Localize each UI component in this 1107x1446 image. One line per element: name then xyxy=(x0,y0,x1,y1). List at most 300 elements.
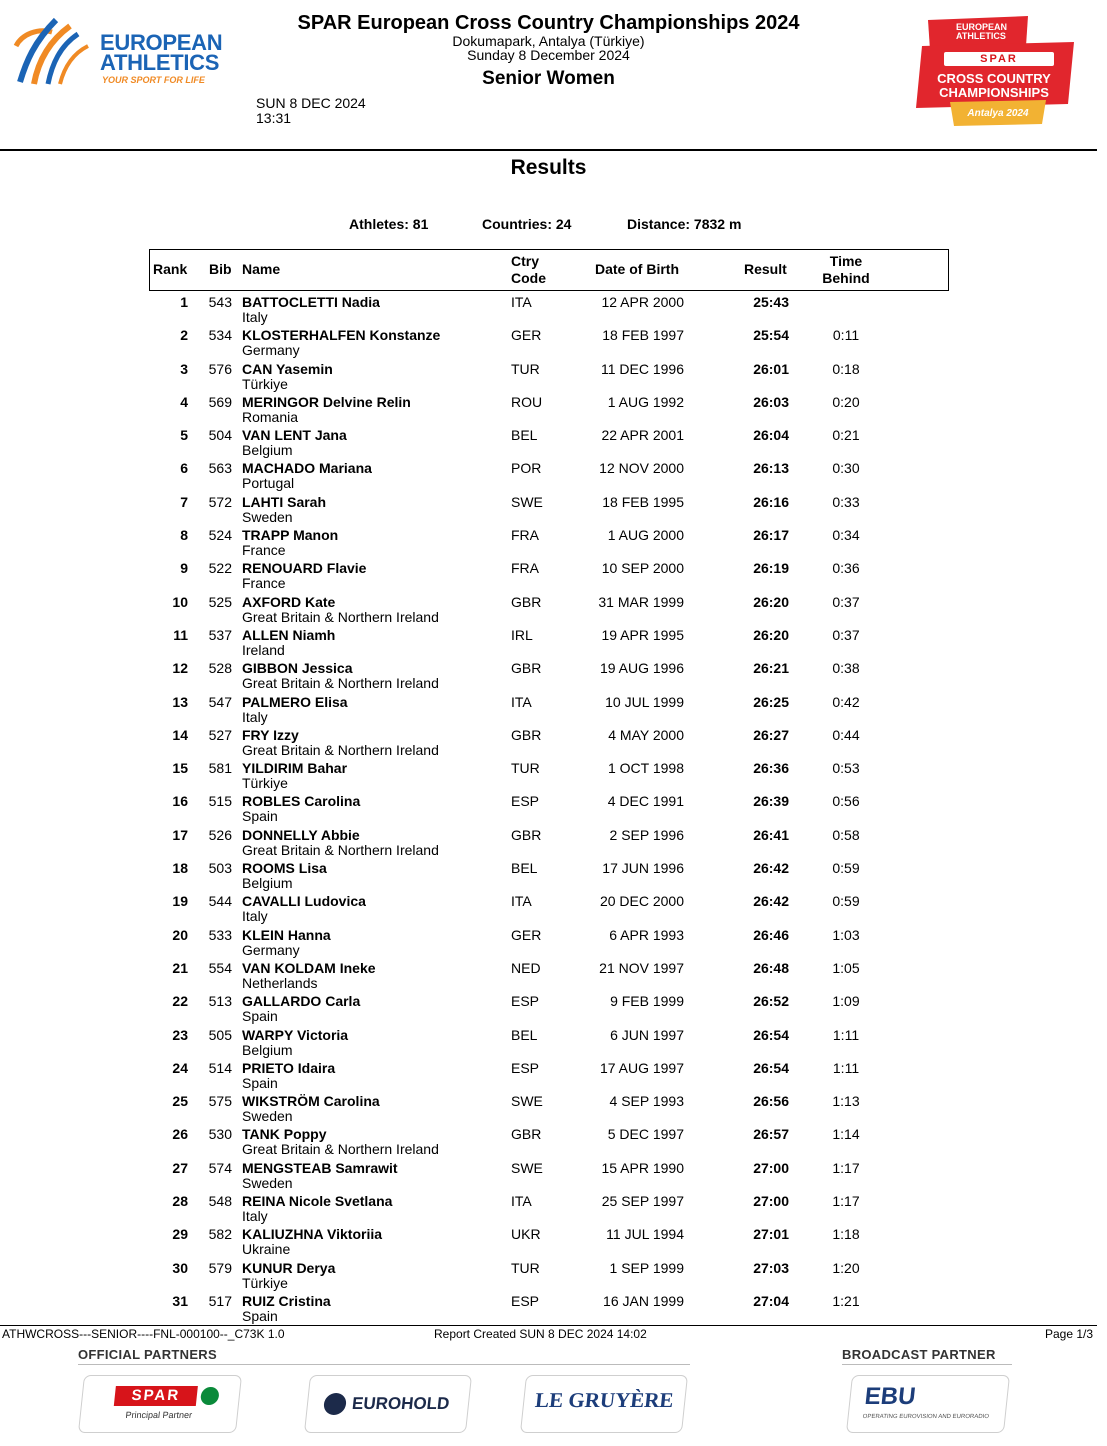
athlete-country: Great Britain & Northern Ireland xyxy=(242,608,439,625)
table-row xyxy=(150,694,948,727)
country-code: ESP xyxy=(511,993,540,1010)
bib-cell: 574 xyxy=(208,1159,232,1176)
athlete-name: TANK Poppy xyxy=(242,1126,327,1143)
col-name: Name xyxy=(242,261,281,277)
athlete-country: Italy xyxy=(242,309,268,325)
country-code: GBR xyxy=(511,726,542,743)
date-of-birth: 1 AUG 2000 xyxy=(607,527,684,544)
time-behind: 0:20 xyxy=(832,393,860,410)
results-table-body xyxy=(150,294,948,1326)
time-behind: 0:18 xyxy=(832,360,860,377)
time-behind: 1:17 xyxy=(832,1193,860,1210)
eurohold-partner-logo xyxy=(305,1376,471,1432)
time-behind: 0:38 xyxy=(832,660,860,677)
athlete-country: Netherlands xyxy=(242,974,318,991)
athlete-country: Ukraine xyxy=(242,1241,291,1258)
table-row xyxy=(150,1293,948,1326)
table-row xyxy=(150,294,948,327)
event-date: Sunday 8 December 2024 xyxy=(467,47,630,63)
spar-partner-logo xyxy=(79,1376,241,1432)
bib-cell: 534 xyxy=(208,327,232,344)
country-code: ESP xyxy=(511,793,540,810)
xc-logo-line5: Antalya 2024 xyxy=(967,108,1029,119)
date-of-birth: 15 APR 1990 xyxy=(601,1159,684,1176)
start-stamp xyxy=(256,96,366,126)
bib-cell: 528 xyxy=(208,660,232,677)
date-of-birth: 4 SEP 1993 xyxy=(609,1093,684,1110)
bib-cell: 504 xyxy=(208,427,232,444)
athlete-country: Spain xyxy=(242,1307,278,1324)
time-behind: 1:14 xyxy=(832,1126,860,1143)
time-behind: 1:17 xyxy=(832,1159,860,1176)
rank-cell: 24 xyxy=(172,1059,188,1076)
country-code: BEL xyxy=(511,427,538,444)
date-of-birth: 16 JAN 1999 xyxy=(603,1292,684,1309)
date-of-birth: 19 APR 1995 xyxy=(601,626,684,643)
athlete-name: RENOUARD Flavie xyxy=(242,560,367,577)
bib-cell: 544 xyxy=(208,893,232,910)
rank-cell: 11 xyxy=(173,626,188,643)
col-result: Result xyxy=(744,261,787,277)
time-behind: 0:11 xyxy=(832,327,860,344)
athlete-country: Portugal xyxy=(242,475,295,492)
table-row xyxy=(150,1093,948,1126)
time-behind: 0:59 xyxy=(832,860,860,877)
athlete-country: Sweden xyxy=(242,508,293,525)
country-code: BEL xyxy=(511,1026,538,1043)
bib-cell: 563 xyxy=(208,460,232,477)
rank-cell: 7 xyxy=(180,493,188,510)
result-time: 26:42 xyxy=(753,860,789,877)
xc-logo-line1: EUROPEAN xyxy=(956,22,1008,32)
date-of-birth: 4 DEC 1991 xyxy=(607,793,684,810)
broadcast-partner-label: BROADCAST PARTNER xyxy=(842,1347,996,1362)
time-behind: 0:36 xyxy=(832,560,860,577)
time-behind: 0:44 xyxy=(832,726,860,743)
country-code: TUR xyxy=(511,1259,540,1276)
ebu-partner-logo xyxy=(847,1376,1009,1432)
bib-cell: 530 xyxy=(208,1126,232,1143)
athlete-name: YILDIRIM Bahar xyxy=(242,760,348,777)
rank-cell: 31 xyxy=(172,1292,188,1309)
table-row xyxy=(150,627,948,660)
athlete-country: Türkiye xyxy=(242,1274,288,1291)
date-of-birth: 1 SEP 1999 xyxy=(609,1259,684,1276)
date-of-birth: 6 APR 1993 xyxy=(609,926,684,943)
country-code: UKR xyxy=(511,1226,541,1243)
spar-wordmark: SPAR xyxy=(114,1386,198,1406)
bib-cell: 537 xyxy=(208,626,232,643)
result-time: 26:19 xyxy=(753,560,789,577)
country-code: FRA xyxy=(511,560,539,577)
time-behind: 0:56 xyxy=(832,793,860,810)
ea-logo-line1: EUROPEAN xyxy=(100,30,223,55)
athlete-name: VAN KOLDAM Ineke xyxy=(242,959,376,976)
time-behind: 0:30 xyxy=(832,460,860,477)
athlete-name: KLEIN Hanna xyxy=(242,926,331,943)
footer-divider xyxy=(0,1325,1097,1326)
result-time: 26:54 xyxy=(753,1059,789,1076)
rank-cell: 27 xyxy=(172,1159,188,1176)
table-row xyxy=(150,560,948,593)
ea-logo-line2: ATHLETICS xyxy=(100,50,220,75)
report-created: Report Created SUN 8 DEC 2024 14:02 xyxy=(434,1327,647,1341)
date-of-birth: 20 DEC 2000 xyxy=(599,893,684,910)
result-time: 26:48 xyxy=(753,959,789,976)
athlete-country: Great Britain & Northern Ireland xyxy=(242,841,439,858)
bib-cell: 581 xyxy=(208,760,232,777)
athlete-country: Italy xyxy=(242,1208,268,1225)
bib-cell: 524 xyxy=(208,527,232,544)
date-of-birth: 17 AUG 1997 xyxy=(599,1059,684,1076)
athlete-name: MENGSTEAB Samrawit xyxy=(242,1159,398,1176)
date-of-birth: 10 SEP 2000 xyxy=(601,560,684,577)
country-code: GBR xyxy=(511,826,542,843)
time-behind: 1:11 xyxy=(832,1026,860,1043)
date-of-birth: 9 FEB 1999 xyxy=(610,993,684,1010)
result-time: 27:00 xyxy=(753,1159,789,1176)
athletes-count: Athletes: 81 xyxy=(349,216,429,232)
athlete-country: Spain xyxy=(242,1074,278,1091)
result-time: 27:00 xyxy=(753,1193,789,1210)
broadcast-partner-rule xyxy=(842,1364,1012,1365)
col-ctry-line1: Ctry xyxy=(511,253,540,269)
ebu-tagline: OPERATING EUROVISION AND EURORADIO xyxy=(862,1414,990,1420)
athlete-name: GALLARDO Carla xyxy=(242,993,361,1010)
col-time-behind-line2: Behind xyxy=(822,270,870,286)
rank-cell: 13 xyxy=(172,693,188,710)
date-of-birth: 1 AUG 1992 xyxy=(607,393,684,410)
time-behind: 1:03 xyxy=(832,926,860,943)
rank-cell: 6 xyxy=(180,460,188,477)
time-behind: 1:13 xyxy=(832,1093,860,1110)
col-date-of-birth: Date of Birth xyxy=(595,261,679,277)
col-time-behind-line1: Time xyxy=(829,253,863,269)
table-row xyxy=(150,327,948,360)
country-code: GER xyxy=(511,926,542,943)
athlete-name: ROBLES Carolina xyxy=(242,793,361,810)
stamp-date: SUN 8 DEC 2024 xyxy=(256,95,366,111)
athlete-country: Belgium xyxy=(242,1041,293,1058)
bib-cell: 576 xyxy=(208,360,232,377)
bib-cell: 505 xyxy=(208,1026,232,1043)
time-behind: 0:42 xyxy=(832,693,860,710)
athlete-country: Türkiye xyxy=(242,375,288,392)
rank-cell: 16 xyxy=(172,793,188,810)
result-time: 26:17 xyxy=(753,527,789,544)
athlete-country: Great Britain & Northern Ireland xyxy=(242,675,439,692)
athlete-country: Italy xyxy=(242,908,268,925)
athlete-name: LAHTI Sarah xyxy=(242,493,327,510)
athlete-country: Germany xyxy=(242,342,300,359)
time-behind: 1:05 xyxy=(832,959,860,976)
country-code: ITA xyxy=(511,693,532,710)
xc-logo-spar: SPAR xyxy=(980,53,1018,65)
country-code: ROU xyxy=(511,393,543,410)
table-row xyxy=(150,394,948,427)
date-of-birth: 1 OCT 1998 xyxy=(607,760,684,777)
athlete-name: ALLEN Niamh xyxy=(242,626,336,643)
table-row xyxy=(150,993,948,1026)
athlete-name: MACHADO Mariana xyxy=(242,460,372,477)
athlete-name: WIKSTRÖM Carolina xyxy=(242,1093,380,1110)
rank-cell: 28 xyxy=(172,1193,188,1210)
bib-cell: 533 xyxy=(208,926,232,943)
result-time: 25:54 xyxy=(753,327,789,344)
bib-cell: 513 xyxy=(208,993,232,1010)
athlete-name: CAN Yasemin xyxy=(242,360,333,377)
championship-title: SPAR European Cross Country Championships 2024 xyxy=(297,12,800,34)
date-of-birth: 6 JUN 1997 xyxy=(610,1026,684,1043)
date-of-birth: 31 MAR 1999 xyxy=(598,593,684,610)
country-code: ESP xyxy=(511,1059,540,1076)
xc-logo-line3: CROSS COUNTRY xyxy=(937,71,1051,86)
time-behind: 0:53 xyxy=(832,760,860,777)
result-time: 26:36 xyxy=(753,760,789,777)
spar-principal-partner: Principal Partner xyxy=(125,1410,193,1420)
result-time: 26:25 xyxy=(753,693,789,710)
page-number: Page 1/3 xyxy=(1045,1327,1094,1341)
rank-cell: 30 xyxy=(172,1259,188,1276)
date-of-birth: 18 FEB 1995 xyxy=(602,493,684,510)
rank-cell: 9 xyxy=(180,560,188,577)
athlete-name: MERINGOR Delvine Relin xyxy=(242,393,411,410)
header-divider xyxy=(0,149,1097,151)
table-row xyxy=(150,793,948,826)
bib-cell: 522 xyxy=(208,560,232,577)
rank-cell: 4 xyxy=(180,393,188,410)
table-row xyxy=(150,1160,948,1193)
rank-cell: 15 xyxy=(172,760,188,777)
table-row xyxy=(150,1126,948,1159)
country-code: ITA xyxy=(511,294,532,310)
bib-cell: 525 xyxy=(208,593,232,610)
result-time: 26:57 xyxy=(753,1126,789,1143)
bib-cell: 527 xyxy=(208,726,232,743)
country-code: TUR xyxy=(511,760,540,777)
country-code: BEL xyxy=(511,860,538,877)
country-code: GBR xyxy=(511,660,542,677)
athlete-name: BATTOCLETTI Nadia xyxy=(242,294,380,310)
date-of-birth: 25 SEP 1997 xyxy=(601,1193,684,1210)
athlete-country: Germany xyxy=(242,941,300,958)
date-of-birth: 21 NOV 1997 xyxy=(599,959,684,976)
result-time: 26:04 xyxy=(753,427,789,444)
bib-cell: 515 xyxy=(208,793,232,810)
time-behind: 0:37 xyxy=(832,593,860,610)
date-of-birth: 11 DEC 1996 xyxy=(600,360,684,377)
result-time: 26:46 xyxy=(753,926,789,943)
result-time: 26:39 xyxy=(753,793,789,810)
official-partners-rule xyxy=(78,1364,690,1365)
event-name: Senior Women xyxy=(482,68,615,89)
time-behind: 1:20 xyxy=(832,1259,860,1276)
result-time: 26:01 xyxy=(753,360,789,377)
rank-cell: 23 xyxy=(172,1026,188,1043)
result-time: 26:42 xyxy=(753,893,789,910)
date-of-birth: 4 MAY 2000 xyxy=(608,726,684,743)
country-code: IRL xyxy=(511,626,533,643)
athlete-name: KLOSTERHALFEN Konstanze xyxy=(242,327,441,344)
rank-cell: 20 xyxy=(172,926,188,943)
rank-cell: 5 xyxy=(180,427,188,444)
athlete-name: PALMERO Elisa xyxy=(242,693,348,710)
athlete-name: AXFORD Kate xyxy=(242,593,336,610)
date-of-birth: 12 NOV 2000 xyxy=(599,460,684,477)
athlete-country: Sweden xyxy=(242,1174,293,1191)
date-of-birth: 17 JUN 1996 xyxy=(602,860,684,877)
time-behind: 1:11 xyxy=(832,1059,860,1076)
bib-cell: 548 xyxy=(208,1193,232,1210)
bib-cell: 503 xyxy=(208,860,232,877)
athlete-country: Belgium xyxy=(242,442,293,459)
rank-cell: 29 xyxy=(172,1226,188,1243)
athlete-country: Spain xyxy=(242,808,278,825)
table-row xyxy=(150,494,948,527)
table-row xyxy=(150,827,948,860)
table-row xyxy=(150,927,948,960)
le-gruyere-partner-logo xyxy=(521,1376,687,1432)
date-of-birth: 12 APR 2000 xyxy=(601,294,684,310)
athlete-name: PRIETO Idaira xyxy=(242,1059,336,1076)
result-time: 26:54 xyxy=(753,1026,789,1043)
bib-cell: 572 xyxy=(208,493,232,510)
official-partners-label: OFFICIAL PARTNERS xyxy=(78,1347,217,1362)
rank-cell: 22 xyxy=(172,993,188,1010)
rank-cell: 18 xyxy=(172,860,188,877)
table-row xyxy=(150,1060,948,1093)
athlete-country: Spain xyxy=(242,1008,278,1025)
venue: Dokumapark, Antalya (Türkiye) xyxy=(452,33,645,49)
athlete-country: Italy xyxy=(242,708,268,725)
eurohold-emblem-icon xyxy=(323,1393,347,1415)
bib-cell: 543 xyxy=(208,294,232,310)
athlete-country: Türkiye xyxy=(242,775,288,792)
distance: Distance: 7832 m xyxy=(627,216,742,232)
table-row xyxy=(150,893,948,926)
col-bib: Bib xyxy=(209,261,232,277)
countries-count: Countries: 24 xyxy=(482,216,572,232)
bib-cell: 582 xyxy=(208,1226,232,1243)
athlete-country: Romania xyxy=(242,408,299,425)
bib-cell: 526 xyxy=(208,826,232,843)
time-behind: 0:33 xyxy=(832,493,860,510)
time-behind: 1:18 xyxy=(832,1226,860,1243)
rank-cell: 14 xyxy=(172,726,188,743)
athlete-name: KUNUR Derya xyxy=(242,1259,336,1276)
date-of-birth: 2 SEP 1996 xyxy=(609,826,684,843)
athlete-name: FRY Izzy xyxy=(242,726,299,743)
document-code: ATHWCROSS---SENIOR----FNL-000100--_C73K 1.0 xyxy=(2,1327,285,1341)
athlete-name: ROOMS Lisa xyxy=(242,860,327,877)
date-of-birth: 5 DEC 1997 xyxy=(607,1126,684,1143)
result-time: 25:43 xyxy=(753,294,789,310)
time-behind: 0:58 xyxy=(832,826,860,843)
athlete-country: Sweden xyxy=(242,1108,293,1125)
rank-cell: 25 xyxy=(172,1093,188,1110)
athlete-country: Belgium xyxy=(242,875,293,892)
col-ctry-line2: Code xyxy=(511,270,546,286)
table-row xyxy=(150,427,948,460)
table-row xyxy=(150,1226,948,1259)
result-time: 26:27 xyxy=(753,726,789,743)
result-time: 26:41 xyxy=(753,826,789,843)
bib-cell: 575 xyxy=(208,1093,232,1110)
stamp-time: 13:31 xyxy=(256,110,292,126)
result-time: 26:13 xyxy=(753,460,789,477)
athlete-name: VAN LENT Jana xyxy=(242,427,347,444)
date-of-birth: 18 FEB 1997 xyxy=(602,327,684,344)
time-behind: 1:21 xyxy=(832,1292,860,1309)
result-time: 26:20 xyxy=(753,626,789,643)
ea-logo-tagline: YOUR SPORT FOR LIFE xyxy=(102,75,205,85)
rank-cell: 3 xyxy=(180,360,188,377)
rank-cell: 19 xyxy=(172,893,188,910)
cross-country-championships-logo xyxy=(910,16,1078,128)
country-code: SWE xyxy=(511,493,543,510)
country-code: POR xyxy=(511,460,542,477)
country-code: ITA xyxy=(511,893,532,910)
ebu-wordmark: EBU xyxy=(863,1383,917,1410)
time-behind: 0:34 xyxy=(832,527,860,544)
athlete-name: REINA Nicole Svetlana xyxy=(242,1193,393,1210)
country-code: GBR xyxy=(511,593,542,610)
rank-cell: 8 xyxy=(180,527,188,544)
results-table-header xyxy=(149,249,949,291)
bib-cell: 579 xyxy=(208,1259,232,1276)
country-code: TUR xyxy=(511,360,540,377)
athlete-name: GIBBON Jessica xyxy=(242,660,353,677)
rank-cell: 1 xyxy=(180,294,188,310)
country-code: SWE xyxy=(511,1159,543,1176)
result-time: 26:52 xyxy=(753,993,789,1010)
col-rank: Rank xyxy=(153,261,188,277)
table-row xyxy=(150,361,948,394)
result-time: 27:03 xyxy=(753,1259,789,1276)
athlete-name: CAVALLI Ludovica xyxy=(242,893,366,910)
table-row xyxy=(150,960,948,993)
athlete-country: Great Britain & Northern Ireland xyxy=(242,741,439,758)
date-of-birth: 11 JUL 1994 xyxy=(606,1226,684,1243)
date-of-birth: 22 APR 2001 xyxy=(601,427,684,444)
date-of-birth: 19 AUG 1996 xyxy=(599,660,684,677)
result-time: 26:16 xyxy=(753,493,789,510)
table-row xyxy=(150,1027,948,1060)
country-code: GER xyxy=(511,327,542,344)
rank-cell: 10 xyxy=(172,593,188,610)
athlete-country: France xyxy=(242,575,286,592)
bib-cell: 514 xyxy=(208,1059,232,1076)
country-code: NED xyxy=(511,959,541,976)
result-time: 26:56 xyxy=(753,1093,789,1110)
country-code: SWE xyxy=(511,1093,543,1110)
athlete-name: TRAPP Manon xyxy=(242,527,339,544)
rank-cell: 26 xyxy=(172,1126,188,1143)
country-code: FRA xyxy=(511,527,539,544)
spar-tree-icon xyxy=(200,1387,220,1405)
results-heading: Results xyxy=(510,156,587,179)
xc-logo-line2: ATHLETICS xyxy=(956,31,1006,41)
rank-cell: 17 xyxy=(172,826,188,843)
time-behind: 0:59 xyxy=(832,893,860,910)
country-code: ITA xyxy=(511,1193,532,1210)
bib-cell: 547 xyxy=(208,693,232,710)
result-time: 26:21 xyxy=(753,660,789,677)
athlete-country: France xyxy=(242,542,286,559)
athlete-name: WARPY Victoria xyxy=(242,1026,349,1043)
table-row xyxy=(150,660,948,693)
table-row xyxy=(150,860,948,893)
